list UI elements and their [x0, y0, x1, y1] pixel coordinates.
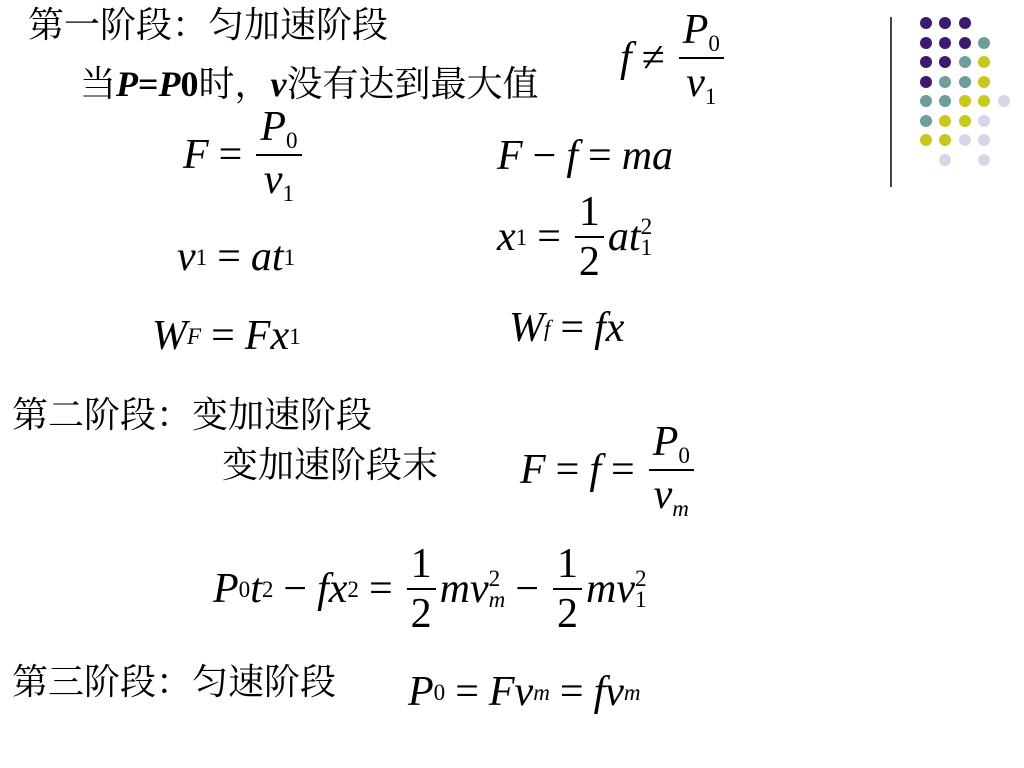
decor-dot: [959, 76, 971, 88]
decor-dot: [939, 134, 951, 146]
eq-constant-speed-power: P 0 = Fv m = fv m: [408, 669, 641, 715]
eq-F-equals-p0-over-v1: F = $\frac{P0}{v1}$: [183, 105, 306, 206]
decor-dot: [920, 17, 932, 29]
decor-dot: [998, 95, 1010, 107]
decor-dot: [939, 56, 951, 68]
decor-dot: [978, 134, 990, 146]
decor-dot: [920, 56, 932, 68]
decor-dot: [978, 115, 990, 127]
eq-newton-second-law: F − f = ma: [497, 133, 674, 179]
stage1-title: 第一阶段：匀加速阶段: [28, 5, 389, 46]
stage1-condition: 当P=P0时，v没有达到最大值: [80, 64, 539, 105]
stage3-title: 第三阶段：匀速阶段: [12, 662, 337, 703]
decor-dot: [939, 37, 951, 49]
stage2-title: 第二阶段：变加速阶段: [12, 395, 373, 436]
decor-dot: [920, 115, 932, 127]
eq-x1-displacement: x 1 = $\frac{1}{2}$ at 2 1: [497, 189, 653, 286]
eq-v1-equals-at1: v 1 = at 1: [177, 234, 296, 280]
decor-dot: [978, 37, 990, 49]
decor-dot: [939, 17, 951, 29]
eq-work-by-F: W F = Fx 1: [152, 313, 301, 359]
decor-dot: [920, 37, 932, 49]
eq-work-by-f: W f = fx: [509, 305, 625, 351]
decor-dot: [959, 95, 971, 107]
decor-dot: [939, 154, 951, 166]
decor-dot: [978, 154, 990, 166]
decor-dot: [920, 76, 932, 88]
decor-dot: [959, 134, 971, 146]
decor-dot: [959, 115, 971, 127]
stage2-end-label: 变加速阶段末: [222, 445, 439, 486]
decor-dot: [920, 134, 932, 146]
decor-dot: [959, 56, 971, 68]
decor-dot: [959, 37, 971, 49]
eq-work-energy-theorem: P 0 t 2 − fx 2 = $\frac{1}{2}$ mv 2 m − $\frac{1}{2}$ mv 2 1: [213, 541, 647, 638]
decor-dot: [939, 76, 951, 88]
divider-line: [890, 17, 892, 187]
decor-dot: [959, 17, 971, 29]
decor-dot: [939, 115, 951, 127]
decor-dot: [920, 95, 932, 107]
decor-dot: [978, 95, 990, 107]
decor-dot: [978, 76, 990, 88]
decor-dot: [939, 95, 951, 107]
decor-dot: [978, 56, 990, 68]
eq-F-equals-f-equals-p0-over-vm: F = f = $\frac{P0}{v_m}$: [520, 420, 698, 521]
eq-f-neq-p0-over-v1: f ≠ $\frac{P0}{v1}$: [620, 8, 728, 109]
